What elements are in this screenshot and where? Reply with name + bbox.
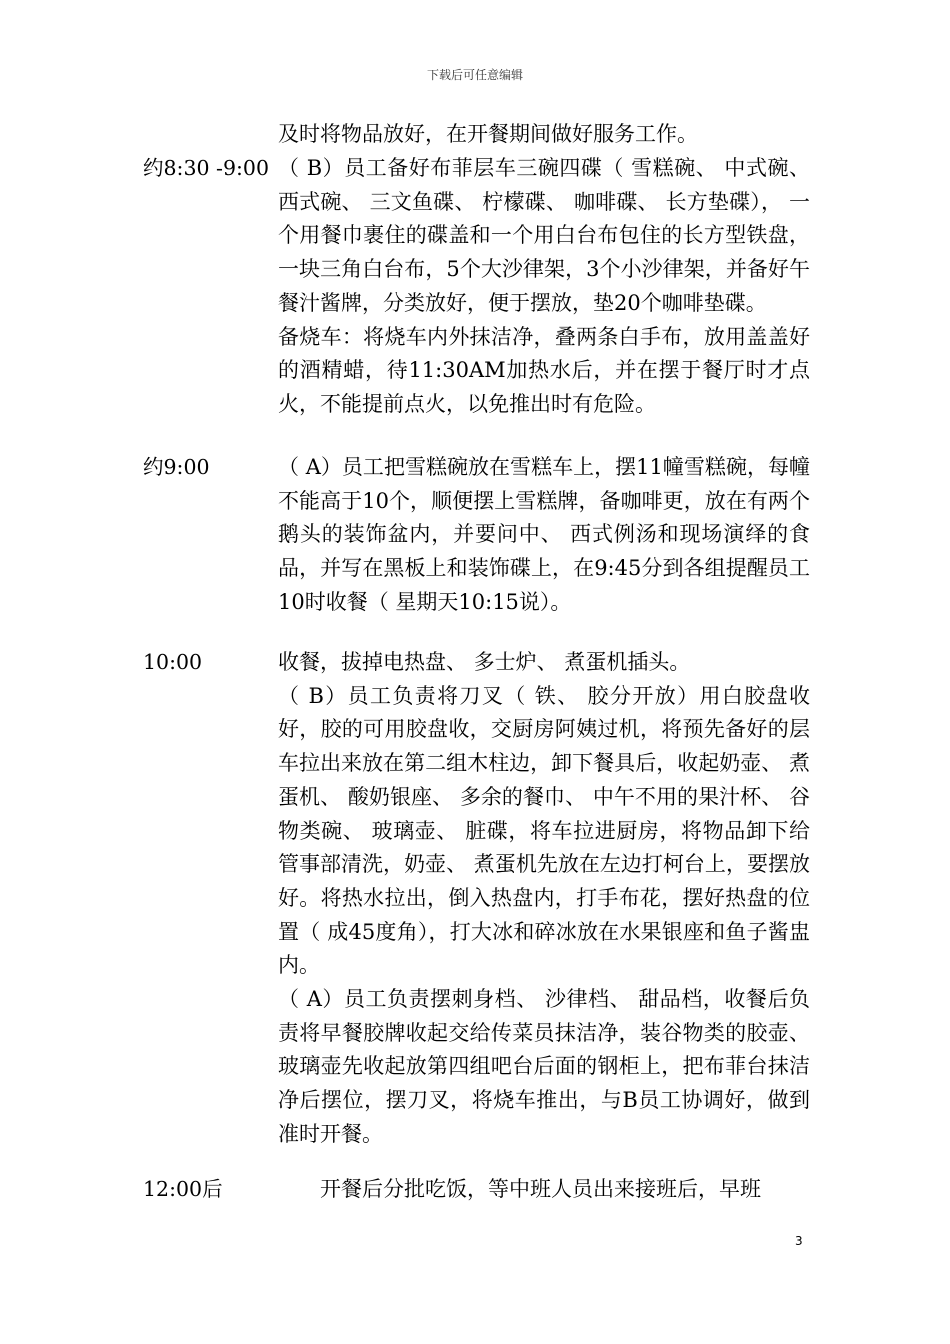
row-text (278, 152, 810, 422)
row-text (278, 646, 810, 1152)
paragraph: 开餐后分批吃饭，等中班人员出来接班后，早班 (320, 1177, 761, 1201)
paragraph: （ B）员工备好布菲层车三碗四碟（ 雪糕碗、 中式碗、 西式碗、 三文鱼碟、 柠檬碟、 咖啡碟、 长方垫碟）， 一个用餐巾裹住的碟盖和一个用白台布包住的长方型铁盘， 一块三角白台布，5个大沙律架，3个小沙律架，并备好午餐汁酱牌，分类放好，便于摆放，垫20个咖啡垫碟。 (278, 156, 810, 315)
paragraph: 备烧车：将烧车内外抹洁净，叠两条白手布，放用盖盖好的酒精蜡，待11:30AM加热水后，并在摆于餐厅时才点火，不能提前点火，以免推出时有危险。 (278, 324, 810, 416)
time-label: 12:00后 (143, 1177, 223, 1201)
paragraph: 收餐，拔掉电热盘、 多士炉、 煮蛋机插头。 (278, 650, 691, 674)
paragraph: （ A）员工负责摆刺身档、 沙律档、 甜品档，收餐后负责将早餐胶牌收起交给传菜员抹洁净，装谷物类的胶壶、 玻璃壶先收起放第四组吧台后面的钢柜上，把布菲台抹洁净后摆位，摆刀叉，将烧车推出，与B员工协调好，做到准时开餐。 (278, 987, 810, 1146)
time-label: 10:00 (143, 650, 203, 674)
paragraph: （ B）员工负责将刀叉（ 铁、 胶分开放）用白胶盘收好，胶的可用胶盘收，交厨房阿姨过机，将预先备好的层车拉出来放在第二组木柱边，卸下餐具后，收起奶壶、 煮蛋机、 酸奶银座、 多余的餐巾、 中午不用的果汁杯、 谷物类碗、 玻璃壶、 脏碟，将车拉进厨房，将物品卸下给管事部清洗，奶壶、 煮蛋机先放在左边打柯台上，要摆放好。将热水拉出，倒入热盘内，打手布花，摆好热盘的位置（ 成45度角），打大冰和碎冰放在水果银座和鱼子酱盅内。 (278, 683, 810, 978)
paragraph: （ A）员工把雪糕碗放在雪糕车上，摆11幢雪糕碗，每幢不能高于10个，顺便摆上雪糕牌，备咖啡更，放在有两个鹅头的装饰盆内，并要问中、 西式例汤和现场演绎的食品，并写在黑板上和装饰碟上，在9:45分到各组提醒员工10时收餐（ 星期天10:15说）。 (278, 455, 810, 614)
page-header: 下载后可任意编辑 (426, 68, 523, 82)
page-number: 3 (795, 1234, 803, 1248)
row-text (278, 1173, 810, 1207)
row-text (278, 118, 810, 152)
row-text (278, 451, 810, 620)
time-label: 约9:00 (143, 455, 210, 479)
paragraph: 及时将物品放好，在开餐期间做好服务工作。 (278, 122, 698, 146)
time-label: 约8:30 -9:00 (143, 156, 270, 180)
